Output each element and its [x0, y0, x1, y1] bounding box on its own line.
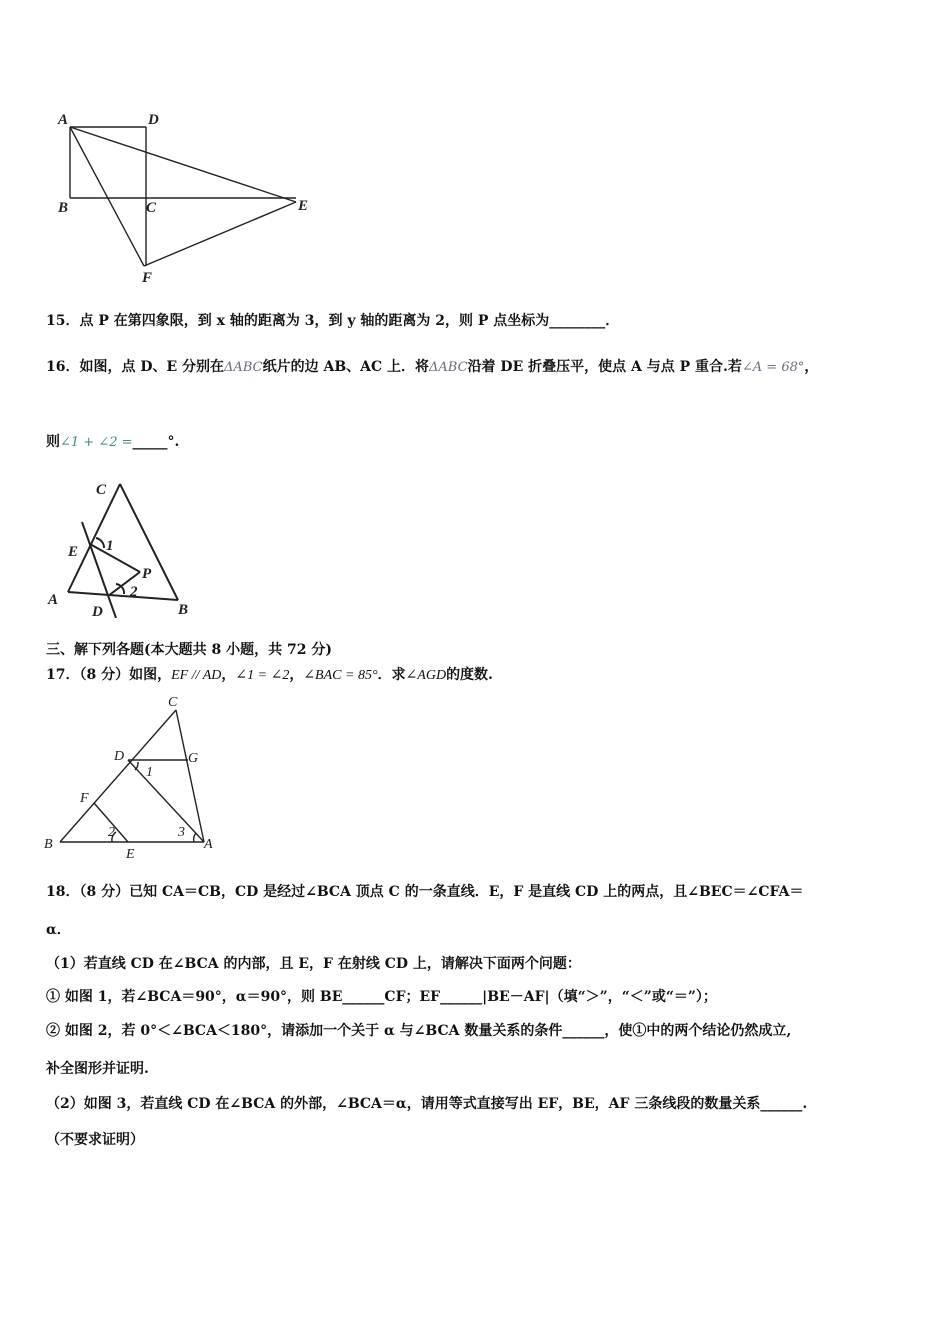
- label-G: G: [188, 751, 199, 766]
- question-18-part-2: （2）如图 3，若直线 CD 在∠BCA 的外部，∠BCA＝α，请用等式直接写出 EF，BE，AF 三条线段的数量关系______.: [46, 1096, 808, 1112]
- label-E: E: [126, 847, 135, 862]
- label-A: A: [48, 592, 59, 608]
- question-18-item-2-cont: 补全图形并证明.: [46, 1061, 149, 1077]
- figure-parallel-lines: [40, 690, 230, 865]
- q17-sep-1: ，: [221, 667, 236, 683]
- question-17: [46, 665, 493, 686]
- question-15: 15．点 P 在第四象限，到 x 轴的距离为 3，到 y 轴的距离为 2，则 P 点坐标为________．: [46, 313, 620, 329]
- q17-prefix: 17．（8 分）如图，: [46, 667, 172, 683]
- label-C: C: [146, 200, 157, 216]
- q16-triangle-2: ΔABC: [429, 360, 468, 375]
- label-A: A: [204, 837, 213, 852]
- question-18-line-2: α．: [46, 922, 71, 938]
- question-18-item-1: ① 如图 1，若∠BCA＝90°，α＝90°，则 BE______CF；EF______|BE－AF|（填“＞”，“＜”或“＝”）；: [46, 989, 717, 1005]
- q17-cond-parallel: EF // AD: [171, 668, 222, 683]
- q17-cond-angles: ∠1 = ∠2: [235, 668, 290, 683]
- q17-target: ∠AGD: [405, 668, 447, 683]
- question-18-note: （不要求证明）: [46, 1132, 144, 1148]
- label-E: E: [68, 544, 79, 560]
- label-2: 2: [108, 825, 115, 840]
- q16-triangle-1: ΔABC: [224, 360, 263, 375]
- label-A: A: [58, 112, 69, 128]
- label-B: B: [178, 602, 189, 618]
- label-P: P: [142, 566, 152, 582]
- question-16-line-2: [46, 432, 179, 453]
- q17-cond-bac: ∠BAC = 85°: [303, 668, 378, 683]
- q16-text-a: 16．如图，点 D、E 分别在: [46, 359, 225, 375]
- q16-text-b: 纸片的边 AB、AC 上．将: [262, 359, 430, 375]
- q16-angle-a: ∠A = 68°: [741, 360, 805, 375]
- question-18-part-1: （1）若直线 CD 在∠BCA 的内部，且 E，F 在射线 CD 上，请解决下面两个问题：: [46, 956, 581, 972]
- label-2: 2: [130, 584, 138, 600]
- question-18-item-2: ② 如图 2，若 0°＜∠BCA＜180°，请添加一个关于 α 与∠BCA 数量关系的条件______，使①中的两个结论仍然成立,: [46, 1023, 792, 1039]
- section-3-title: 三、解下列各题(本大题共 8 小题，共 72 分): [46, 642, 332, 658]
- label-3: 3: [178, 825, 185, 840]
- q17-end: 的度数.: [446, 667, 493, 683]
- label-F: F: [80, 791, 89, 806]
- label-E: E: [298, 198, 309, 214]
- label-1: 1: [146, 765, 153, 780]
- label-D: D: [92, 604, 103, 618]
- label-D: D: [114, 749, 125, 764]
- q16-blank: _____°.: [132, 434, 180, 450]
- q16-text-c: 沿着 DE 折叠压平，使点 A 与点 P 重合.若: [467, 359, 742, 375]
- label-C: C: [96, 482, 107, 498]
- q16-expression: ∠1 + ∠2 =: [60, 435, 133, 450]
- q17-suffix: ．求: [377, 667, 406, 683]
- label-B: B: [58, 200, 69, 216]
- question-16-line-1: [46, 357, 818, 378]
- q16-text-d: ，: [804, 359, 819, 375]
- label-1: 1: [106, 538, 114, 554]
- label-C: C: [168, 695, 178, 710]
- q17-sep-2: ，: [289, 667, 304, 683]
- label-B: B: [44, 837, 53, 852]
- question-18-line-1: 18．（8 分）已知 CA＝CB，CD 是经过∠BCA 顶点 C 的一条直线．E，F 是直线 CD 上的两点，且∠BEC＝∠CFA＝: [46, 884, 804, 900]
- q16-then: 则: [46, 434, 60, 450]
- figure-square-triangle: [50, 108, 330, 288]
- figure-fold-triangle: [44, 478, 204, 618]
- label-D: D: [148, 112, 159, 128]
- label-F: F: [142, 270, 153, 286]
